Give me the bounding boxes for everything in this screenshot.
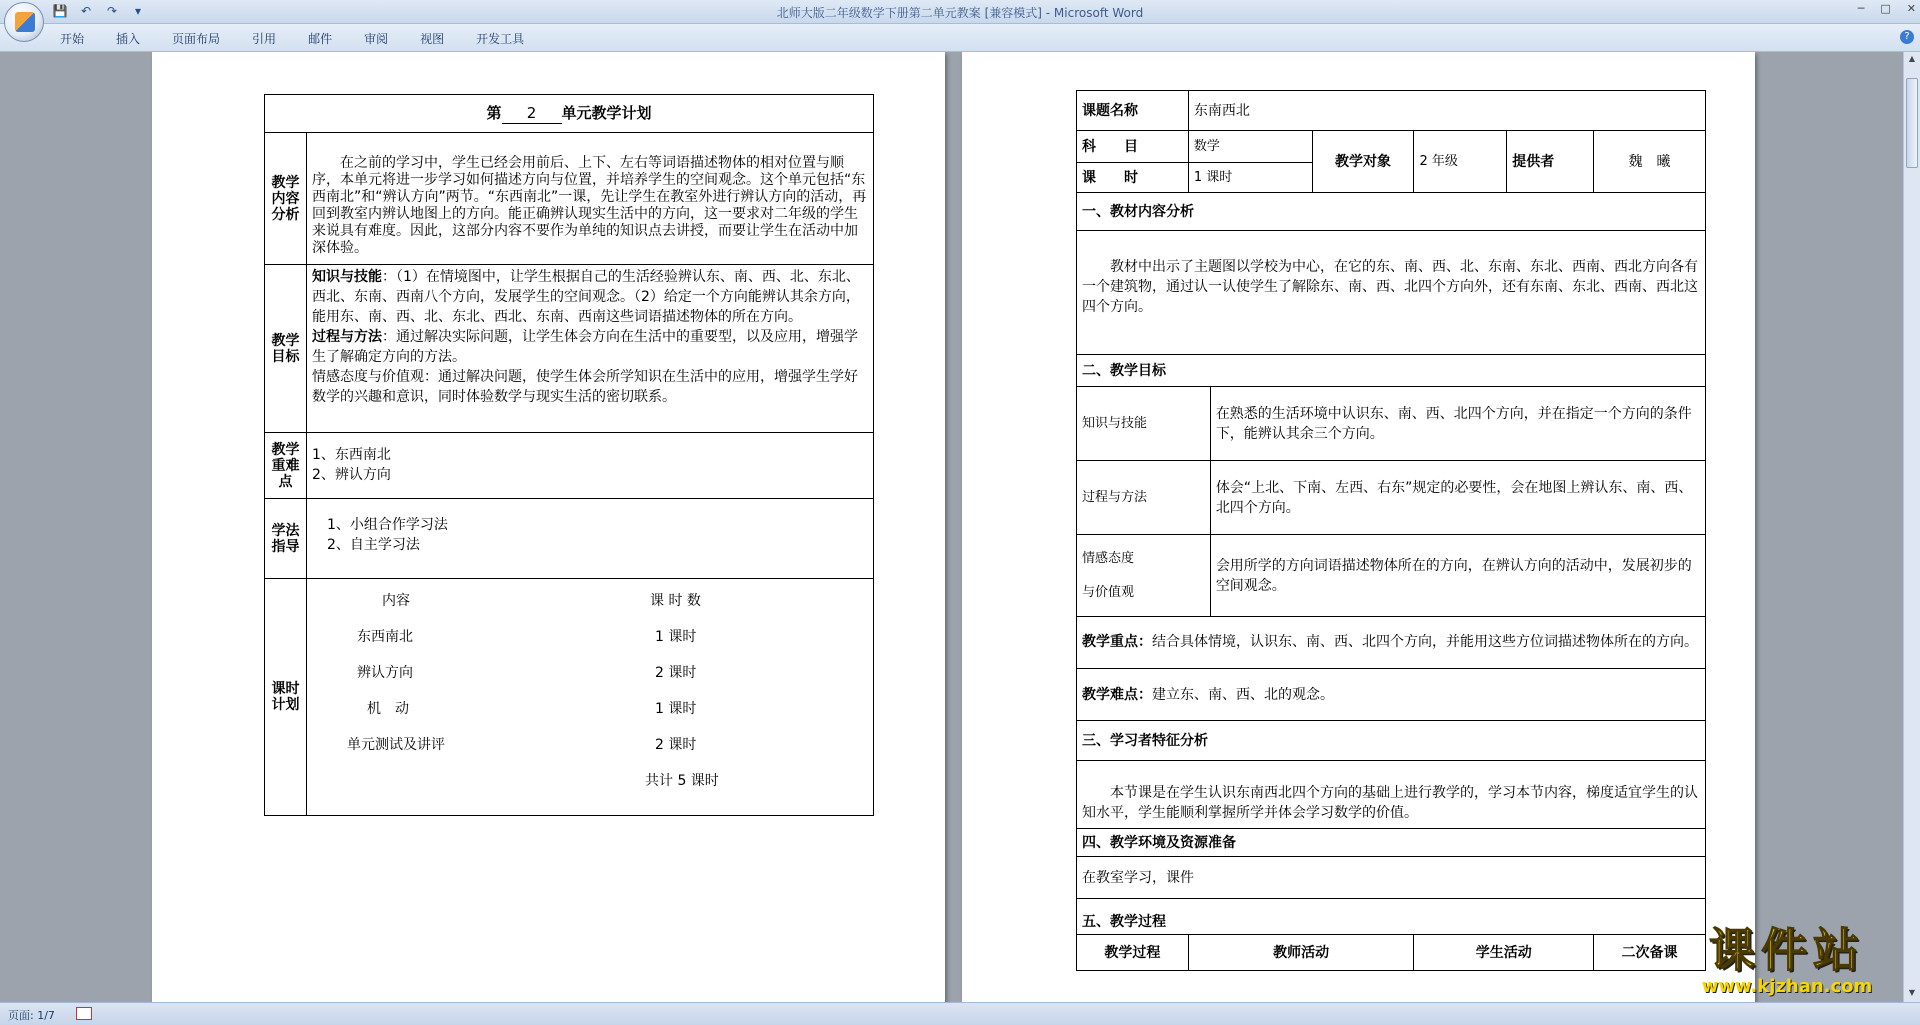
- schedule-cell: [307, 579, 874, 816]
- close-icon[interactable]: ✕: [1906, 2, 1916, 15]
- content-analysis-label: 教学内容分析: [265, 133, 307, 265]
- save-icon[interactable]: 💾: [52, 4, 68, 18]
- table-row: 辨认方向 2 课时: [357, 665, 697, 681]
- schedule-table: [312, 589, 868, 805]
- section-4-text: 在教室学习，课件: [1077, 857, 1706, 899]
- site-watermark: [1672, 924, 1902, 1002]
- process-header-teacher: 教师活动: [1188, 935, 1414, 971]
- section-1-title: 一、教材内容分析: [1077, 193, 1706, 231]
- objective-2-label: 过程与方法: [1077, 461, 1211, 535]
- provider-label: 提供者: [1507, 131, 1594, 193]
- lesson-plan-table: [1076, 90, 1706, 971]
- objective-3-label: 情感态度 与价值观: [1077, 535, 1211, 617]
- table-row: [312, 589, 868, 625]
- section-2-title: 二、教学目标: [1077, 355, 1706, 387]
- section-1-text: 教材中出示了主题图以学校为中心，在它的东、南、西、北、东南、东北、西南、西北方向各有一个建筑物，通过认一认使学生了解除东、南、西、北四个方向外，还有东南、东北、西南、西北这四个方向。: [1077, 231, 1706, 355]
- tab-mailings[interactable]: 邮件: [308, 32, 333, 46]
- table-row: 机 动 1 课时: [367, 701, 697, 717]
- office-logo-icon: [15, 12, 35, 32]
- tab-page-layout[interactable]: 页面布局: [172, 32, 221, 46]
- unit-plan-table: [264, 94, 874, 816]
- schedule-total: 共计 5 课时: [645, 773, 719, 789]
- topic-label: 课题名称: [1077, 91, 1189, 131]
- schedule-label: 课时计划: [265, 579, 307, 816]
- study-methods-cell: [307, 499, 874, 579]
- hours-value: 1 课时: [1188, 163, 1312, 193]
- audience-value: 2 年级: [1414, 131, 1507, 193]
- ribbon: [0, 24, 1920, 52]
- process-header-revision: 二次备课: [1594, 935, 1706, 971]
- list-item: 1、东西南北: [312, 447, 391, 463]
- minimize-icon[interactable]: ─: [1857, 2, 1865, 15]
- unit-plan-title: 第 2 单元教学计划: [265, 95, 874, 133]
- window-title: 北师大版二年级数学下册第二单元教案 [兼容模式] - Microsoft Word: [776, 6, 1144, 20]
- watermark-brand: 课件站: [1709, 923, 1865, 977]
- process-header-student: 学生活动: [1414, 935, 1594, 971]
- scroll-down-icon[interactable]: ▼: [1908, 988, 1916, 997]
- tab-insert[interactable]: 插入: [116, 32, 141, 46]
- list-item: 1、小组合作学习法: [327, 517, 448, 533]
- tab-home[interactable]: 开始: [60, 32, 85, 46]
- key-points-cell: [307, 433, 874, 499]
- tab-developer[interactable]: 开发工具: [476, 32, 525, 46]
- document-page-1[interactable]: [152, 52, 945, 1002]
- objective-2-text: 体会“上北、下南、左西、右东”规定的必要性，会在地图上辨认东、南、西、北四个方向。: [1210, 461, 1705, 535]
- difficulty-row: 教学难点：建立东、南、西、北的观念。: [1077, 669, 1706, 721]
- subject-value: 数学: [1188, 131, 1312, 163]
- ribbon-tabs: [60, 30, 524, 47]
- objective-3-text: 会用所学的方向词语描述物体所在的方向，在辨认方向的活动中，发展初步的空间观念。: [1210, 535, 1705, 617]
- study-methods-label: 学法指导: [265, 499, 307, 579]
- document-page-2[interactable]: [962, 52, 1755, 1002]
- window-controls: [1858, 2, 1916, 15]
- document-workspace: [0, 52, 1903, 1002]
- table-row: [312, 769, 868, 805]
- scroll-up-icon[interactable]: ▲: [1908, 54, 1916, 63]
- subject-label: 科 目: [1077, 131, 1189, 163]
- schedule-header-hours: 课 时 数: [650, 593, 701, 609]
- watermark-url: www.kjzhan.com: [1701, 976, 1873, 997]
- process-header-stage: 教学过程: [1077, 935, 1189, 971]
- vertical-scrollbar[interactable]: [1903, 52, 1920, 1002]
- list-item: 2、辨认方向: [312, 467, 391, 483]
- provider-value: 魏 曦: [1594, 131, 1706, 193]
- teaching-goals-cell: 知识与技能：（1）在情境图中，让学生根据自己的生活经验辨认东、南、西、北、东北、西北、东南、西南八个方向，发展学生的空间观念。（2）给定一个方向能辨认其余方向，能用东、南、西、北、东北、西北、东南、西南这些词语描述物体的所在方向。 过程与方法：通过解决实际问题，让学生体会方向在生活中的重要型，以及应用，增强学生了解确定方向的方法。 情感态度与价值观：通过解决问题，使学生体会所学知识在生活中的应用，增强学生学好数学的兴趣和意识，同时体验数学与现实生活的密切联系。: [307, 265, 874, 433]
- status-bar: [0, 1002, 1920, 1025]
- customize-icon[interactable]: ▾: [134, 4, 142, 18]
- scroll-thumb[interactable]: [1906, 78, 1918, 168]
- office-button[interactable]: [4, 2, 44, 42]
- schedule-header-content: 内容: [382, 593, 410, 609]
- tab-view[interactable]: 视图: [420, 32, 445, 46]
- key-points-label: 教学重难点: [265, 433, 307, 499]
- topic-value: 东南西北: [1188, 91, 1705, 131]
- objective-1-text: 在熟悉的生活环境中认识东、南、西、北四个方向，并在指定一个方向的条件下，能辨认其余三个方向。: [1210, 387, 1705, 461]
- table-row: 东西南北 1 课时: [357, 629, 697, 645]
- audience-label: 教学对象: [1312, 131, 1414, 193]
- tab-review[interactable]: 审阅: [364, 32, 389, 46]
- hours-label: 课 时: [1077, 163, 1189, 193]
- title-bar: [0, 0, 1920, 24]
- page-indicator[interactable]: 页面: 1/7: [8, 1009, 55, 1022]
- undo-icon[interactable]: ↶: [80, 4, 92, 18]
- content-analysis-text: 在之前的学习中，学生已经会用前后、上下、左右等词语描述物体的相对位置与顺序，本单元将进一步学习如何描述方向与位置，并培养学生的空间观念。这个单元包括“东西南北”和“辨认方向”两节。“东西南北”一课，先让学生在教室外进行辨认方向的活动，再回到教室内辨认地图上的方向。能正确辨认现实生活中的方向，这一要求对二年级的学生来说具有难度。因此，这部分内容不要作为单纯的知识点去讲授，而要让学生在活动中加深体验。: [307, 133, 874, 265]
- section-5-title: 五、教学过程: [1077, 899, 1706, 935]
- help-icon[interactable]: ?: [1900, 30, 1914, 44]
- key-point-row: 教学重点：结合具体情境，认识东、南、西、北四个方向，并能用这些方位词描述物体所在的方向。: [1077, 617, 1706, 669]
- list-item: 2、自主学习法: [327, 537, 420, 553]
- teaching-goals-label: 教学目标: [265, 265, 307, 433]
- spelling-check-icon[interactable]: [76, 1007, 92, 1020]
- redo-icon[interactable]: ↷: [106, 4, 118, 18]
- maximize-icon[interactable]: □: [1880, 2, 1891, 15]
- section-3-title: 三、学习者特征分析: [1077, 721, 1706, 761]
- section-3-text: 本节课是在学生认识东南西北四个方向的基础上进行教学的，学习本节内容，梯度适宜学生的认知水平，学生能顺利掌握所学并体会学习数学的价值。: [1077, 761, 1706, 829]
- table-row: 单元测试及讲评 2 课时: [347, 737, 697, 753]
- tab-references[interactable]: 引用: [252, 32, 277, 46]
- objective-1-label: 知识与技能: [1077, 387, 1211, 461]
- section-4-title: 四、教学环境及资源准备: [1077, 829, 1706, 857]
